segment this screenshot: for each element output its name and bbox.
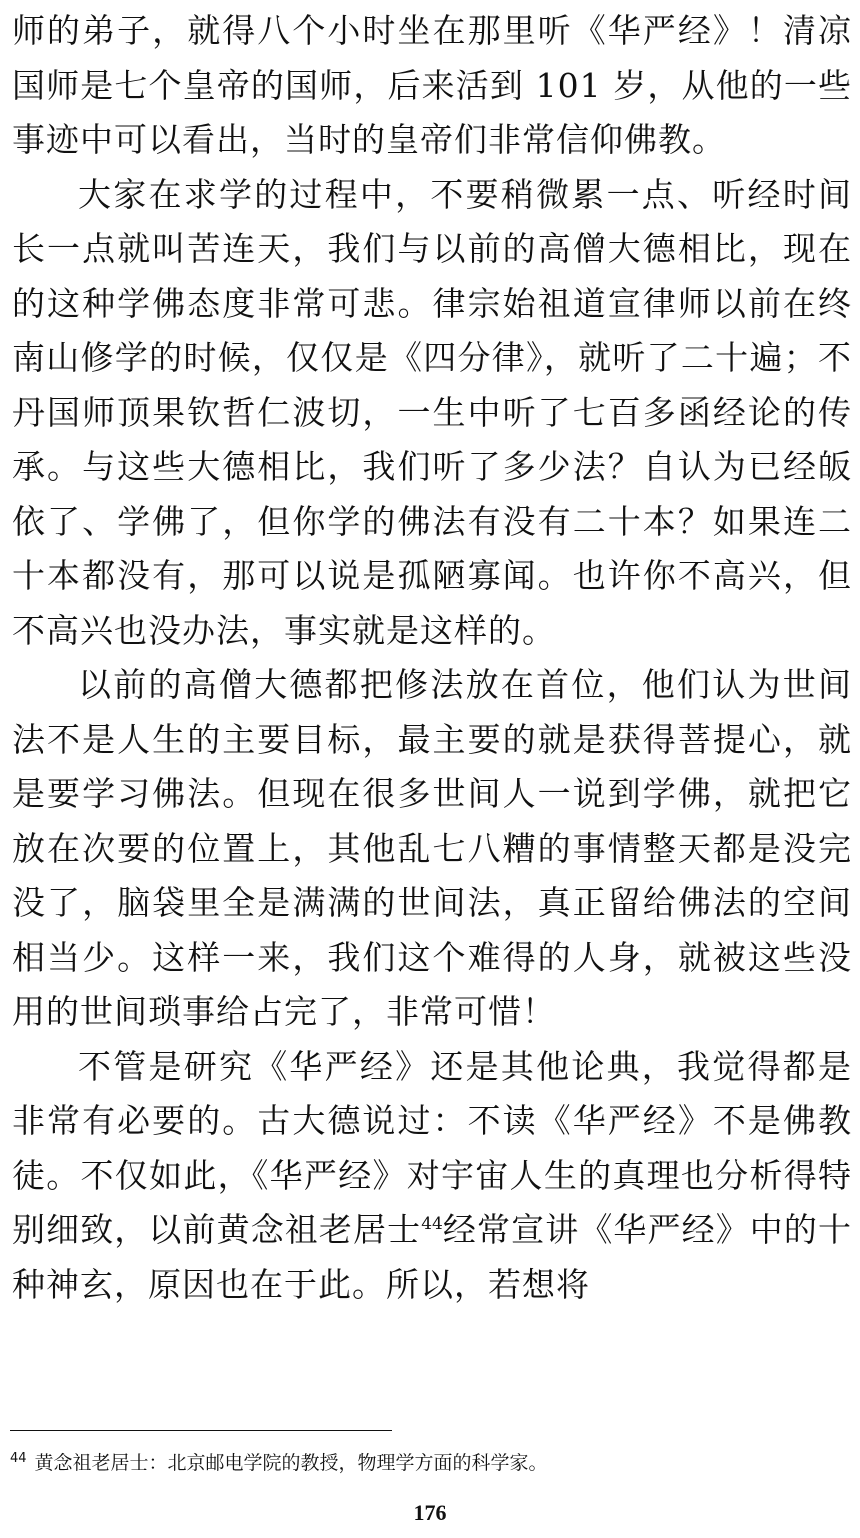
footnote-text: 黄念祖老居士：北京邮电学院的教授，物理学方面的科学家。 [34, 1452, 548, 1474]
paragraph-4-text-b: 经常宣讲《华严经》中的十种神玄，原因也在于此。所以，若想将 [12, 1210, 853, 1304]
paragraph-3 [12, 658, 852, 1040]
paragraph-4-text-a: 不管是研究《华严经》还是其他论典，我觉得都是非常有必要的。古大德说过：不读《华严经》不是佛教徒。不仅如此，《华严经》对宇宙人生的真理也分析得特别细致，以前黄念祖老居士 [12, 1046, 852, 1249]
paragraph-2 [12, 168, 852, 659]
paragraph-1 [12, 4, 852, 168]
paragraph-3-text: 以前的高僧大德都把修法放在首位，他们认为世间法不是人生的主要目标，最主要的就是获得菩提心，就是要学习佛法。但现在很多世间人一说到学佛，就把它放在次要的位置上，其他乱七八糟的事情整天都是没完没了，脑袋里全是满满的世间法，真正留给佛法的空间相当少。这样一来，我们这个难得的人身，就被这些没用的世间琐事给占完了，非常可惜！ [12, 665, 852, 1031]
paragraph-2-text: 大家在求学的过程中，不要稍微累一点、听经时间长一点就叫苦连天，我们与以前的高僧大德相比，现在的这种学佛态度非常可悲。律宗始祖道宣律师以前在终南山修学的时候，仅仅是《四分律》，就听了二十遍；不丹国师顶果钦哲仁波切，一生中听了七百多函经论的传承。与这些大德相比，我们听了多少法？自认为已经皈依了、学佛了，但你学的佛法有没有二十本？如果连二十本都没有，那可以说是孤陋寡闻。也许你不高兴，但不高兴也没办法，事实就是这样的。 [12, 174, 852, 650]
paragraph-1-text: 师的弟子，就得八个小时坐在那里听《华严经》！清凉国师是七个皇帝的国师，后来活到 101 岁，从他的一些事迹中可以看出，当时的皇帝们非常信仰佛教。 [12, 11, 852, 159]
main-text [12, 4, 852, 1312]
footnote-divider [10, 1430, 392, 1431]
footnote-number: 44 [10, 1450, 27, 1466]
page-number: 176 [413, 1500, 447, 1525]
footnote-reference[interactable]: 44 [421, 1214, 443, 1234]
footnote [10, 1448, 850, 1478]
paragraph-4 [12, 1040, 852, 1313]
